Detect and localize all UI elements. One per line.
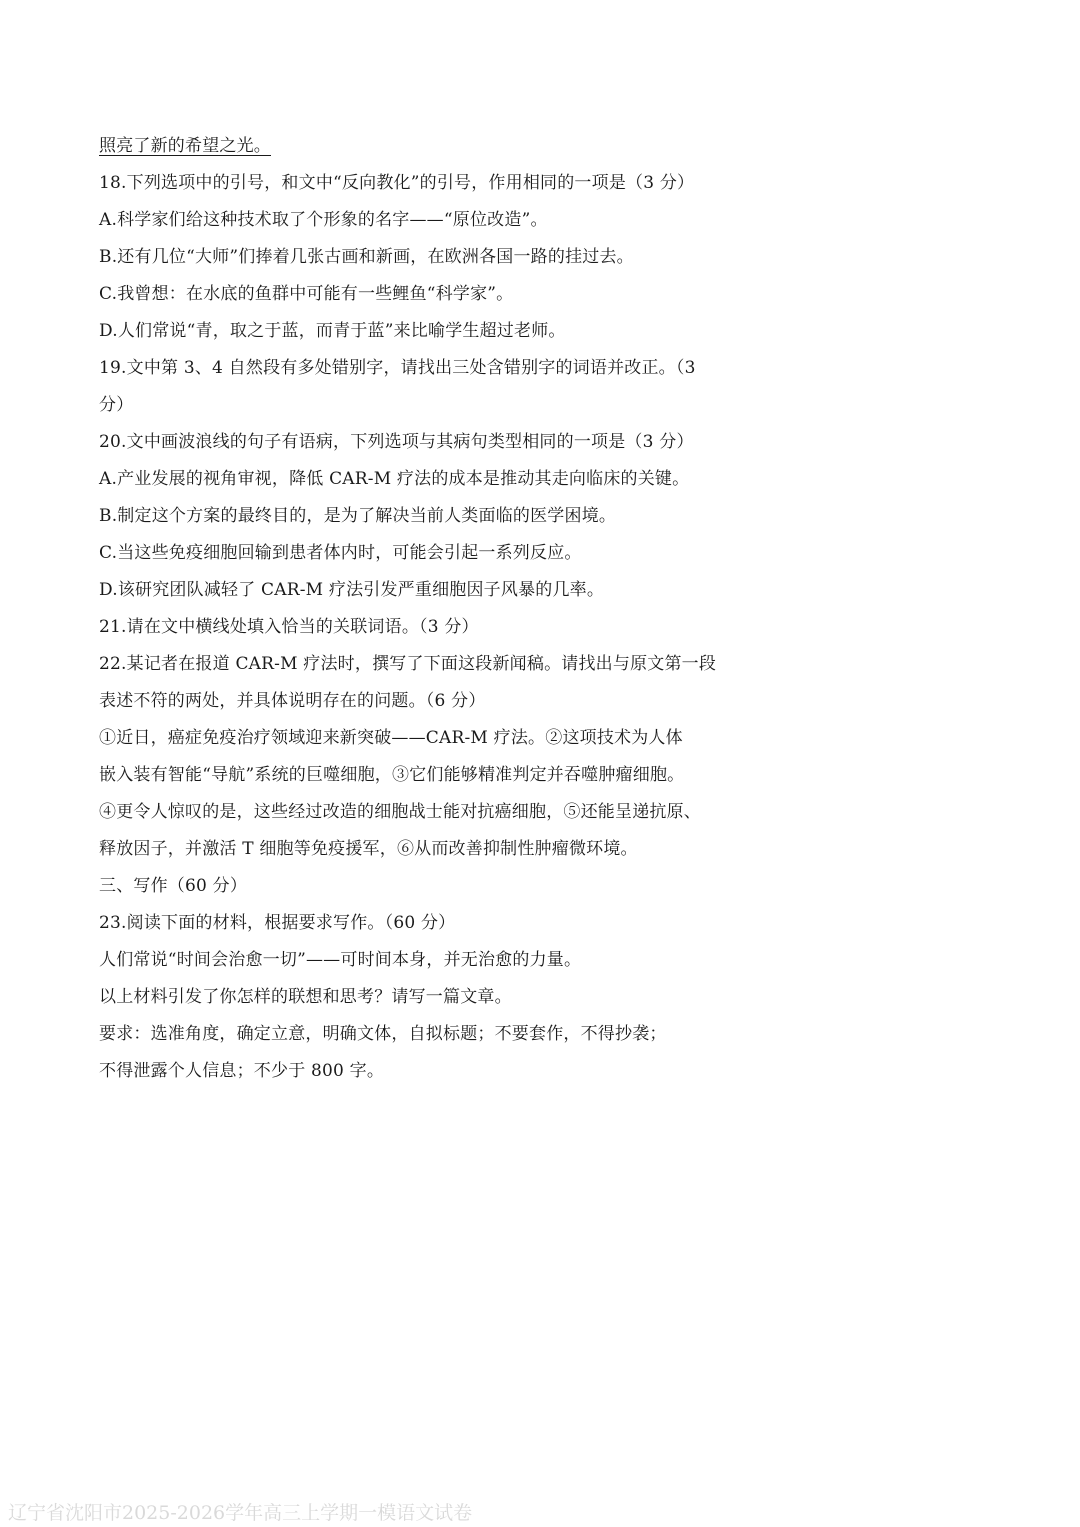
question-18-option-c: C.我曾想：在水底的鱼群中可能有一些鲤鱼“科学家”。	[99, 284, 514, 304]
question-21: 21.请在文中横线处填入恰当的关联词语。（3 分）	[99, 617, 479, 637]
question-20-option-a: A.产业发展的视角审视，降低 CAR-M 疗法的成本是推动其走向临床的关键。	[99, 469, 690, 489]
writing-material: 人们常说“时间会治愈一切”——可时间本身，并无治愈的力量。	[99, 950, 582, 970]
question-22: 22.某记者在报道 CAR-M 疗法时，撰写了下面这段新闻稿。请找出与原文第一段	[99, 654, 717, 674]
question-20-option-d: D.该研究团队减轻了 CAR-M 疗法引发严重细胞因子风暴的几率。	[99, 580, 605, 600]
question-18-option-a: A.科学家们给这种技术取了个形象的名字——“原位改造”。	[99, 210, 548, 230]
section-heading-writing: 三、写作（60 分）	[99, 876, 248, 896]
question-23: 23.阅读下面的材料，根据要求写作。（60 分）	[99, 913, 456, 933]
news-draft-line-1: ①近日，癌症免疫治疗领域迎来新突破——CAR-M 疗法。②这项技术为人体	[99, 728, 683, 748]
writing-requirements: 要求：选准角度，确定立意，明确文体，自拟标题；不要套作，不得抄袭；	[99, 1024, 667, 1044]
question-19-continued: 分）	[99, 395, 134, 415]
writing-requirements-continued: 不得泄露个人信息；不少于 800 字。	[99, 1061, 385, 1081]
question-20: 20.文中画波浪线的句子有语病，下列选项与其病句类型相同的一项是（3 分）	[99, 432, 694, 452]
question-18-option-d: D.人们常说“青，取之于蓝，而青于蓝”来比喻学生超过老师。	[99, 321, 566, 341]
writing-prompt: 以上材料引发了你怎样的联想和思考？请写一篇文章。	[99, 987, 512, 1007]
news-draft-line-2: 嵌入装有智能“导航”系统的巨噬细胞，③它们能够精准判定并吞噬肿瘤细胞。	[99, 765, 685, 785]
question-22-continued: 表述不符的两处，并具体说明存在的问题。（6 分）	[99, 691, 486, 711]
question-18-option-b: B.还有几位“大师”们捧着几张古画和新画，在欧洲各国一路的挂过去。	[99, 247, 634, 267]
question-20-option-c: C.当这些免疫细胞回输到患者体内时，可能会引起一系列反应。	[99, 543, 582, 563]
news-draft-line-4: 释放因子，并激活 T 细胞等免疫援军，⑥从而改善抑制性肿瘤微环境。	[99, 839, 638, 859]
news-draft-line-3: ④更令人惊叹的是，这些经过改造的细胞战士能对抗癌细胞，⑤还能呈递抗原、	[99, 802, 701, 822]
question-18: 18.下列选项中的引号，和文中“反向教化”的引号，作用相同的一项是（3 分）	[99, 173, 695, 193]
document-body	[99, 128, 799, 1090]
question-19: 19.文中第 3、4 自然段有多处错别字，请找出三处含错别字的词语并改正。（3	[99, 358, 696, 378]
watermark: 辽宁省沈阳市2025-2026学年高三上学期一模语文试卷	[8, 1502, 473, 1524]
underlined-sentence: 照亮了新的希望之光。	[99, 136, 271, 156]
question-20-option-b: B.制定这个方案的最终目的，是为了解决当前人类面临的医学困境。	[99, 506, 617, 526]
